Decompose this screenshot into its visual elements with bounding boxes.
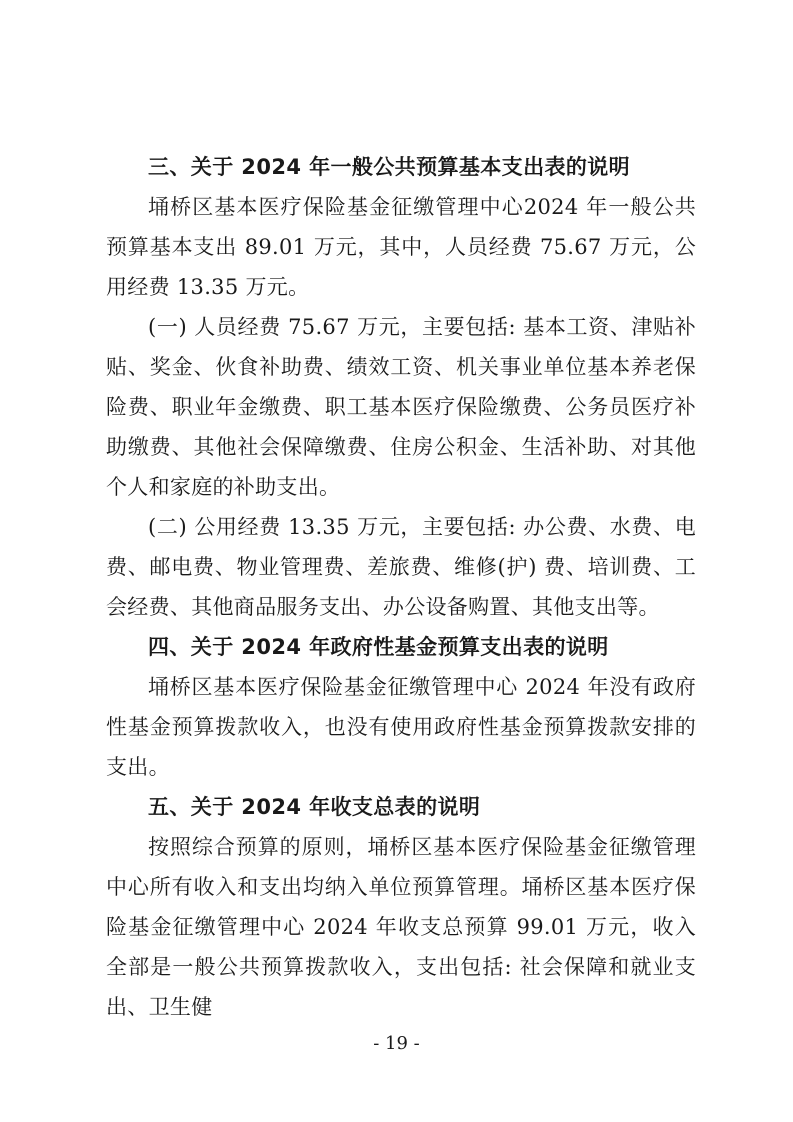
section-heading-basic-expenditure: 三、关于 2024 年一般公共预算基本支出表的说明: [148, 155, 631, 179]
paragraph-government-fund: 埇桥区基本医疗保险基金征缴管理中心 2024 年没有政府性基金预算拨款收入，也没有使用政府性基金预算拨款安排的支出。: [106, 675, 696, 779]
paragraph-public-expenses: (二) 公用经费 13.35 万元，主要包括: 办公费、水费、电费、邮电费、物业管理费、差旅费、维修(护) 费、培训费、工会经费、其他商品服务支出、办公设备购置、其他支出等。: [106, 515, 696, 619]
page-number: - 19 -: [373, 1033, 420, 1054]
paragraph-basic-expenditure-summary: 埇桥区基本医疗保险基金征缴管理中心2024 年一般公共预算基本支出 89.01 万元，其中，人员经费 75.67 万元，公用经费 13.35 万元。: [106, 195, 696, 299]
paragraph-personnel-expenses: (一) 人员经费 75.67 万元，主要包括: 基本工资、津贴补贴、奖金、伙食补助费、绩效工资、机关事业单位基本养老保险费、职业年金缴费、职工基本医疗保险缴费、公务员医疗补助缴费、其他社会保障缴费、住房公积金、生活补助、对其他个人和家庭的补助支出。: [106, 315, 696, 499]
section-heading-income-expenditure-total: 五、关于 2024 年收支总表的说明: [148, 795, 481, 819]
document-body: [106, 147, 696, 1027]
section-heading-government-fund: 四、关于 2024 年政府性基金预算支出表的说明: [148, 635, 609, 659]
paragraph-income-expenditure-total: 按照综合预算的原则，埇桥区基本医疗保险基金征缴管理中心所有收入和支出均纳入单位预算管理。埇桥区基本医疗保险基金征缴管理中心 2024 年收支总预算 99.01 万元，收入全部是一般公共预算拨款收入，支出包括: 社会保障和就业支出、卫生健: [106, 835, 696, 1019]
